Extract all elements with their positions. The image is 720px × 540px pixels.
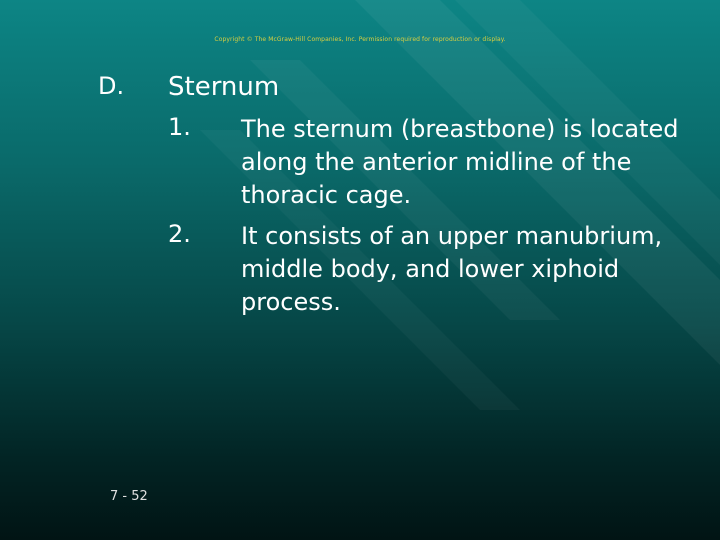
- item-text: The sternum (breastbone) is located along the anterior midline of the thoracic cage.: [241, 115, 679, 209]
- section-title: Sternum: [168, 72, 280, 102]
- item-number: 2.: [168, 220, 191, 248]
- item-number: 1.: [168, 113, 191, 141]
- copyright-notice: Copyright © The McGraw-Hill Companies, Inc. Permission required for reproduction or display.: [214, 36, 506, 43]
- item-text: It consists of an upper manubrium, middle body, and lower xiphoid process.: [241, 222, 663, 316]
- section-letter: D.: [98, 72, 125, 100]
- slide-number: 7 - 52: [110, 489, 148, 504]
